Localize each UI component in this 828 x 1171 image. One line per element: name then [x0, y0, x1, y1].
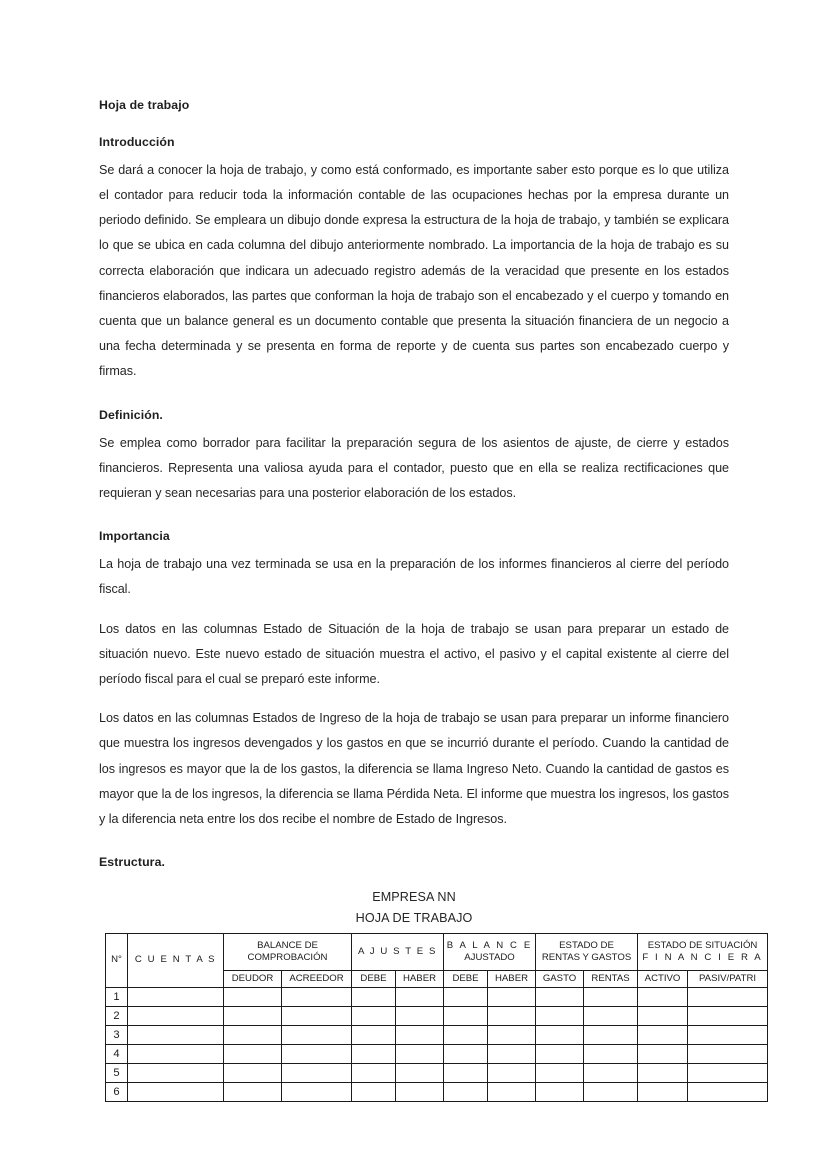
- row-number-cell: 4: [106, 1045, 128, 1064]
- cell-acreedor[interactable]: [282, 1064, 352, 1083]
- table-row: [106, 1007, 768, 1026]
- subheader-pasiv-patri: PASIV/PATRI: [688, 971, 768, 988]
- cell-gasto[interactable]: [536, 1026, 584, 1045]
- subheader-activo: ACTIVO: [638, 971, 688, 988]
- row-number-cell: 6: [106, 1083, 128, 1102]
- header-rentas-gastos: [536, 934, 638, 971]
- cell-rentas[interactable]: [584, 1064, 638, 1083]
- cell-cuentas[interactable]: [128, 1007, 224, 1026]
- header-balance-ajustado: [444, 934, 536, 971]
- table-row: [106, 1064, 768, 1083]
- cell-debe2[interactable]: [444, 988, 488, 1007]
- cell-pasiv-patri[interactable]: [688, 1007, 768, 1026]
- subheader-haber-ajustado: HABER: [488, 971, 536, 988]
- cell-deudor[interactable]: [224, 1064, 282, 1083]
- table-row: [106, 988, 768, 1007]
- cell-acreedor[interactable]: [282, 1026, 352, 1045]
- worksheet-table: [105, 933, 768, 1102]
- cell-rentas[interactable]: [584, 988, 638, 1007]
- cell-activo[interactable]: [638, 1007, 688, 1026]
- cell-haber2[interactable]: [488, 1026, 536, 1045]
- header-situacion-financiera: [638, 934, 768, 971]
- row-number-cell: 1: [106, 988, 128, 1007]
- paragraph-introduccion-1: Se dará a conocer la hoja de trabajo, y como está conformado, es importante saber esto porque es lo que utiliza el contador para reducir toda la información contable de las ocupaciones hechas por la empresa durante un periodo definido. Se empleara un dibujo donde expresa la estructura de la hoja de trabajo, y también se explicara lo que se ubica en cada columna del dibujo anteriormente nombrado. La importancia de la hoja de trabajo es su correcta elaboración que indicara un adecuado registro además de la veracidad que presente en los estados financieros elaborados, las partes que conforman la hoja de trabajo son el encabezado y el cuerpo y tomando en cuenta que un balance general es un documento contable que presenta la situación financiera de un negocio a una fecha determinada y se presenta en forma de reporte y de cuenta sus partes son encabezado cuerpo y firmas.: [99, 162, 729, 379]
- worksheet-caption-company: EMPRESA NN: [372, 890, 456, 905]
- cell-activo[interactable]: [638, 1083, 688, 1102]
- cell-haber2[interactable]: [488, 1045, 536, 1064]
- cell-debe1[interactable]: [352, 1007, 396, 1026]
- cell-activo[interactable]: [638, 1064, 688, 1083]
- header-balance-comprobacion-line2: COMPROBACIÓN: [247, 952, 328, 964]
- subheader-debe-ajustes: DEBE: [352, 971, 396, 988]
- cell-debe2[interactable]: [444, 1007, 488, 1026]
- cell-activo[interactable]: [638, 1045, 688, 1064]
- header-rentas-gastos-line1: ESTADO DE: [559, 939, 614, 951]
- header-situacion-financiera-line1: ESTADO DE SITUACIÓN: [647, 939, 758, 951]
- cell-gasto[interactable]: [536, 1045, 584, 1064]
- subheader-deudor: DEUDOR: [224, 971, 282, 988]
- cell-debe2[interactable]: [444, 1026, 488, 1045]
- cell-haber1[interactable]: [396, 1045, 444, 1064]
- cell-acreedor[interactable]: [282, 1045, 352, 1064]
- cell-haber2[interactable]: [488, 1007, 536, 1026]
- cell-haber1[interactable]: [396, 988, 444, 1007]
- cell-rentas[interactable]: [584, 1045, 638, 1064]
- cell-debe1[interactable]: [352, 1045, 396, 1064]
- cell-debe2[interactable]: [444, 1083, 488, 1102]
- section-heading-introduccion: Introducción: [99, 134, 175, 149]
- cell-pasiv-patri[interactable]: [688, 1045, 768, 1064]
- cell-pasiv-patri[interactable]: [688, 1026, 768, 1045]
- row-number-cell: 5: [106, 1064, 128, 1083]
- cell-activo[interactable]: [638, 1026, 688, 1045]
- header-ajustes: A J U S T E S: [352, 934, 444, 971]
- cell-debe2[interactable]: [444, 1045, 488, 1064]
- header-balance-ajustado-line2: AJUSTADO: [464, 952, 515, 964]
- cell-deudor[interactable]: [224, 988, 282, 1007]
- subheader-gasto: GASTO: [536, 971, 584, 988]
- worksheet-table-head: [106, 934, 768, 988]
- cell-haber2[interactable]: [488, 1064, 536, 1083]
- subheader-haber-ajustes: HABER: [396, 971, 444, 988]
- worksheet-caption-title: HOJA DE TRABAJO: [355, 911, 473, 926]
- cell-gasto[interactable]: [536, 1007, 584, 1026]
- paragraph-importancia-2: Los datos en las columnas Estado de Situación de la hoja de trabajo se usan para preparar un estado de situación nuevo. Este nuevo estado de situación muestra el activo, el pasivo y el capital existente al cierre del período fiscal para el cual se preparó este informe.: [99, 621, 729, 686]
- cell-debe1[interactable]: [352, 988, 396, 1007]
- row-number-cell: 3: [106, 1026, 128, 1045]
- cell-haber1[interactable]: [396, 1007, 444, 1026]
- page-title: Hoja de trabajo: [99, 98, 190, 112]
- worksheet-group-header-row: [106, 934, 768, 971]
- worksheet-table-body: [106, 988, 768, 1102]
- document-content: [99, 98, 763, 1102]
- section-heading-definicion: Definición.: [99, 407, 163, 422]
- cell-deudor[interactable]: [224, 1007, 282, 1026]
- header-num: N°: [106, 934, 128, 988]
- cell-haber2[interactable]: [488, 988, 536, 1007]
- cell-rentas[interactable]: [584, 1083, 638, 1102]
- paragraph-importancia-1: La hoja de trabajo una vez terminada se usa en la preparación de los informes financieros al cierre del período fiscal.: [99, 557, 729, 597]
- section-heading-estructura: Estructura.: [99, 855, 166, 870]
- subheader-debe-ajustado: DEBE: [444, 971, 488, 988]
- cell-activo[interactable]: [638, 988, 688, 1007]
- worksheet-table-wrap: [99, 933, 763, 1102]
- subheader-acreedor: ACREEDOR: [282, 971, 352, 988]
- cell-rentas[interactable]: [584, 1026, 638, 1045]
- table-row: [106, 1045, 768, 1064]
- paragraph-definicion-1: Se emplea como borrador para facilitar la preparación segura de los asientos de ajuste, de cierre y estados financieros. Representa una valiosa ayuda para el contador, puesto que en ella se realiza rectificaciones que requieran y sean necesarias para una posterior elaboración de los estados.: [99, 435, 729, 500]
- section-heading-importancia: Importancia: [99, 529, 170, 544]
- cell-cuentas[interactable]: [128, 988, 224, 1007]
- cell-cuentas[interactable]: [128, 1064, 224, 1083]
- cell-cuentas[interactable]: [128, 1083, 224, 1102]
- cell-cuentas[interactable]: [128, 1026, 224, 1045]
- cell-haber1[interactable]: [396, 1083, 444, 1102]
- row-number-cell: 2: [106, 1007, 128, 1026]
- cell-debe1[interactable]: [352, 1083, 396, 1102]
- cell-acreedor[interactable]: [282, 1083, 352, 1102]
- table-row: [106, 1026, 768, 1045]
- cell-acreedor[interactable]: [282, 988, 352, 1007]
- header-cuentas: C U E N T A S: [128, 934, 224, 988]
- header-balance-ajustado-line1: B A L A N C E: [446, 939, 533, 951]
- cell-debe2[interactable]: [444, 1064, 488, 1083]
- cell-deudor[interactable]: [224, 1045, 282, 1064]
- header-balance-comprobacion-line1: BALANCE DE: [257, 939, 318, 951]
- cell-pasiv-patri[interactable]: [688, 988, 768, 1007]
- cell-haber1[interactable]: [396, 1026, 444, 1045]
- cell-cuentas[interactable]: [128, 1045, 224, 1064]
- cell-deudor[interactable]: [224, 1083, 282, 1102]
- cell-acreedor[interactable]: [282, 1007, 352, 1026]
- cell-gasto[interactable]: [536, 988, 584, 1007]
- subheader-rentas: RENTAS: [584, 971, 638, 988]
- cell-haber2[interactable]: [488, 1083, 536, 1102]
- cell-pasiv-patri[interactable]: [688, 1064, 768, 1083]
- cell-pasiv-patri[interactable]: [688, 1083, 768, 1102]
- paragraph-importancia-3: Los datos en las columnas Estados de Ingreso de la hoja de trabajo se usan para preparar un informe financiero que muestra los ingresos devengados y los gastos en que se incurrió durante el período. Cuando la cantidad de los ingresos es mayor que la de los gastos, la diferencia se llama Ingreso Neto. Cuando la cantidad de gastos es mayor que la de los ingresos, la diferencia se llama Pérdida Neta. El informe que muestra los ingresos, los gastos y la diferencia neta entre los dos recibe el nombre de Estado de Ingresos.: [99, 711, 729, 826]
- cell-debe1[interactable]: [352, 1064, 396, 1083]
- cell-gasto[interactable]: [536, 1083, 584, 1102]
- header-rentas-gastos-line2: RENTAS Y GASTOS: [541, 952, 632, 964]
- cell-debe1[interactable]: [352, 1026, 396, 1045]
- table-row: [106, 1083, 768, 1102]
- header-situacion-financiera-line2: F I N A N C I E R A: [642, 952, 763, 964]
- cell-deudor[interactable]: [224, 1026, 282, 1045]
- cell-rentas[interactable]: [584, 1007, 638, 1026]
- worksheet-block: [99, 887, 763, 1102]
- header-balance-comprobacion: [224, 934, 352, 971]
- cell-gasto[interactable]: [536, 1064, 584, 1083]
- cell-haber1[interactable]: [396, 1064, 444, 1083]
